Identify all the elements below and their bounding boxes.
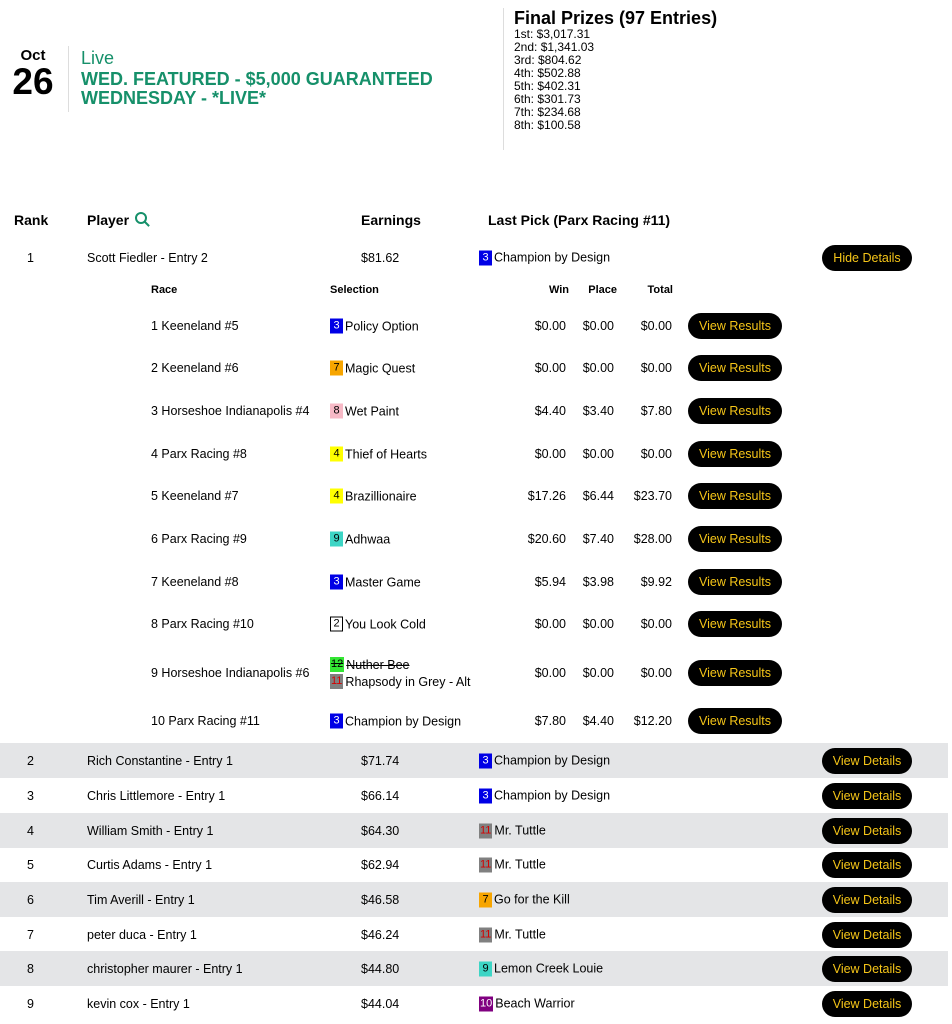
win-cell: $0.00	[534, 666, 566, 680]
horse-name: Go for the Kill	[494, 892, 570, 907]
view-results-button[interactable]: View Results	[688, 398, 782, 424]
race-name: 6 Parx Racing #9	[151, 532, 247, 546]
event-status: Live	[81, 48, 115, 68]
last-pick-cell	[479, 857, 546, 872]
race-name: 8 Parx Racing #10	[151, 617, 254, 631]
earnings-cell: $66.14	[361, 788, 400, 803]
program-number-badge: 11	[480, 824, 492, 836]
details-col-selection: Selection	[330, 284, 379, 296]
place-cell: $0.00	[582, 319, 614, 333]
view-results-button[interactable]: View Results	[688, 708, 782, 734]
earnings-cell: $44.80	[361, 961, 400, 976]
program-number-badge: 7	[330, 361, 343, 376]
selection-cell	[330, 532, 390, 547]
prize-item: 1st: $3,017.31	[514, 27, 591, 41]
place-cell: $3.98	[582, 575, 614, 589]
selection-cell	[330, 447, 427, 462]
selection-cell	[330, 404, 399, 419]
selection-cell	[330, 714, 461, 729]
selection-entry	[330, 319, 419, 334]
earnings-cell: $81.62	[361, 250, 400, 265]
race-detail-row	[0, 608, 948, 640]
program-number-badge: 3	[330, 714, 343, 729]
race-name: 2 Keeneland #6	[151, 361, 239, 375]
prize-item: 4th: $502.88	[514, 66, 581, 80]
view-results-button[interactable]: View Results	[688, 569, 782, 595]
selection-entry	[330, 404, 399, 419]
last-pick-cell	[479, 788, 610, 803]
leaderboard-row	[0, 951, 948, 986]
program-number-badge: 8	[330, 404, 343, 419]
rank-cell: 7	[27, 927, 34, 942]
selection-entry	[330, 489, 417, 504]
selection-entry	[330, 361, 415, 376]
earnings-cell: $46.58	[361, 892, 400, 907]
horse-name: Mr. Tuttle	[494, 857, 546, 872]
leaderboard-row	[0, 882, 948, 917]
prize-item: 7th: $234.68	[514, 105, 581, 119]
race-detail-row	[0, 648, 948, 698]
col-player	[87, 212, 147, 228]
search-icon[interactable]	[135, 212, 147, 224]
prize-item: 2nd: $1,341.03	[514, 40, 595, 54]
win-cell: $17.26	[527, 489, 566, 503]
header-divider	[68, 46, 69, 112]
place-cell: $7.40	[582, 532, 614, 546]
earnings-cell: $46.24	[361, 927, 400, 942]
horse-name: Mr. Tuttle	[494, 823, 546, 838]
prize-item: 3rd: $804.62	[514, 53, 582, 67]
selection-entry	[330, 532, 390, 547]
horse-name: Thief of Hearts	[345, 447, 427, 461]
rank-cell: 1	[27, 250, 34, 265]
player-name: christopher maurer - Entry 1	[87, 961, 243, 976]
race-name: 9 Horseshoe Indianapolis #6	[151, 666, 310, 680]
view-results-button[interactable]: View Results	[688, 313, 782, 339]
player-name: William Smith - Entry 1	[87, 823, 214, 838]
program-number-badge: 3	[479, 788, 492, 803]
horse-name: Champion by Design	[494, 753, 611, 768]
rank-cell: 9	[27, 996, 34, 1011]
program-number-badge: 9	[479, 961, 492, 976]
scratched-horse-name: Nuther Bee	[346, 657, 410, 672]
selection-cell	[330, 361, 415, 376]
race-name: 1 Keeneland #5	[151, 319, 239, 333]
race-name: 3 Horseshoe Indianapolis #4	[151, 404, 310, 418]
race-detail-row	[0, 438, 948, 470]
view-details-button[interactable]: View Details	[822, 956, 912, 982]
race-name: 10 Parx Racing #11	[151, 714, 260, 728]
last-pick-cell	[479, 996, 575, 1011]
last-pick-cell	[479, 753, 610, 768]
place-cell: $0.00	[582, 361, 614, 375]
prize-list	[514, 28, 717, 132]
total-cell: $12.20	[633, 714, 672, 728]
player-name: Rich Constantine - Entry 1	[87, 753, 233, 768]
last-pick-cell	[479, 927, 546, 942]
rank-cell: 2	[27, 753, 34, 768]
total-cell: $9.92	[640, 575, 672, 589]
earnings-cell: $71.74	[361, 753, 400, 768]
view-details-button[interactable]: View Details	[822, 748, 912, 774]
program-number-badge: 2	[330, 617, 343, 632]
selection-cell	[330, 657, 470, 689]
total-cell: $0.00	[640, 319, 672, 333]
horse-name: Mr. Tuttle	[494, 927, 546, 942]
horse-name: Champion by Design	[345, 714, 462, 728]
place-cell: $0.00	[582, 617, 614, 631]
player-name: Curtis Adams - Entry 1	[87, 857, 213, 872]
view-results-button[interactable]: View Results	[688, 483, 782, 509]
hide-details-button[interactable]: Hide Details	[822, 245, 912, 271]
col-player-label: Player	[87, 212, 130, 228]
leaderboard-row	[0, 917, 948, 952]
view-details-button[interactable]: View Details	[822, 852, 912, 878]
details-col-win: Win	[548, 284, 569, 296]
race-name: 5 Keeneland #7	[151, 489, 239, 503]
selection-entry	[330, 575, 421, 590]
prize-item: 5th: $402.31	[514, 79, 581, 93]
selection-cell	[330, 319, 419, 334]
selection-entry	[330, 617, 426, 632]
horse-name: Champion by Design	[494, 788, 611, 803]
program-number-badge: 9	[330, 532, 343, 547]
race-detail-row	[0, 352, 948, 384]
win-cell: $0.00	[534, 319, 566, 333]
race-detail-row	[0, 310, 948, 342]
rank-cell: 6	[27, 892, 34, 907]
race-name: 7 Keeneland #8	[151, 575, 239, 589]
total-cell: $0.00	[640, 666, 672, 680]
horse-name: Policy Option	[345, 319, 419, 333]
horse-name: Lemon Creek Louie	[494, 961, 604, 976]
program-number-badge: 3	[330, 319, 343, 334]
program-number-badge: 3	[479, 753, 492, 768]
program-number-badge: 7	[479, 892, 492, 907]
col-rank: Rank	[14, 212, 49, 228]
total-cell: $23.70	[633, 489, 672, 503]
view-details-button[interactable]: View Details	[822, 887, 912, 913]
win-cell: $0.00	[534, 447, 566, 461]
last-pick-cell	[479, 250, 610, 265]
place-cell: $3.40	[582, 404, 614, 418]
player-name: peter duca - Entry 1	[87, 927, 197, 942]
prize-item: 6th: $301.73	[514, 92, 581, 106]
rank-cell: 3	[27, 788, 34, 803]
selection-entry	[330, 657, 470, 672]
last-pick-cell	[479, 961, 603, 976]
event-title: WED. FEATURED - $5,000 GUARANTEED WEDNESDAY - *LIVE*	[81, 69, 433, 108]
view-results-button[interactable]: View Results	[688, 526, 782, 552]
view-details-button[interactable]: View Details	[822, 783, 912, 809]
earnings-cell: $62.94	[361, 857, 400, 872]
rank-cell: 5	[27, 857, 34, 872]
horse-name: Rhapsody in Grey - Alt	[345, 674, 471, 689]
event-day: 26	[12, 61, 54, 102]
program-number-badge: 11	[331, 675, 343, 687]
place-cell: $0.00	[582, 666, 614, 680]
total-cell: $28.00	[633, 532, 672, 546]
selection-entry	[330, 447, 427, 462]
horse-name: Magic Quest	[345, 361, 416, 375]
program-number-badge: 11	[480, 928, 492, 940]
view-results-button[interactable]: View Results	[688, 611, 782, 637]
leaderboard-row	[0, 813, 948, 848]
player-name: Scott Fiedler - Entry 2	[87, 250, 208, 265]
win-cell: $20.60	[527, 532, 566, 546]
earnings-cell: $44.04	[361, 996, 400, 1011]
horse-name: Adhwaa	[345, 532, 391, 546]
player-name: Chris Littlemore - Entry 1	[87, 788, 226, 803]
selection-cell	[330, 489, 417, 504]
program-number-badge: 3	[330, 575, 343, 590]
place-cell: $0.00	[582, 447, 614, 461]
race-detail-row	[0, 705, 948, 737]
prize-item: 8th: $100.58	[514, 118, 581, 132]
win-cell: $5.94	[534, 575, 566, 589]
player-name: Tim Averill - Entry 1	[87, 892, 195, 907]
race-detail-row	[0, 523, 948, 555]
win-cell: $0.00	[534, 617, 566, 631]
program-number-badge: 10	[480, 997, 493, 1009]
view-results-button[interactable]: View Results	[688, 441, 782, 467]
col-earnings: Earnings	[361, 212, 421, 228]
program-number-badge: 4	[330, 489, 343, 504]
program-number-badge: 3	[479, 250, 492, 265]
race-detail-row	[0, 566, 948, 598]
total-cell: $7.80	[640, 404, 672, 418]
win-cell: $7.80	[534, 714, 566, 728]
earnings-cell: $64.30	[361, 823, 400, 838]
horse-name: Wet Paint	[345, 404, 399, 418]
details-col-place: Place	[588, 284, 617, 296]
horse-name: Beach Warrior	[495, 996, 575, 1011]
selection-entry	[330, 674, 470, 689]
horse-name: Master Game	[345, 575, 421, 589]
prizes-heading: Final Prizes (97 Entries)	[514, 8, 718, 28]
selection-entry	[330, 714, 461, 729]
selection-cell	[330, 617, 426, 632]
program-number-badge: 12	[331, 658, 344, 670]
details-col-race: Race	[151, 284, 178, 296]
details-col-total: Total	[647, 284, 673, 296]
final-prizes	[514, 9, 717, 132]
event-date	[10, 47, 56, 100]
view-details-button[interactable]: View Details	[822, 922, 912, 948]
program-number-badge: 11	[480, 858, 492, 870]
leaderboard-row	[0, 240, 948, 275]
horse-name: Champion by Design	[494, 250, 611, 265]
total-cell: $0.00	[640, 617, 672, 631]
win-cell: $4.40	[534, 404, 566, 418]
event-month: Oct	[20, 47, 46, 64]
horse-name: Brazillionaire	[345, 489, 417, 503]
win-cell: $0.00	[534, 361, 566, 375]
view-results-button[interactable]: View Results	[688, 355, 782, 381]
total-cell: $0.00	[640, 361, 672, 375]
last-pick-cell	[479, 823, 546, 838]
view-results-button[interactable]: View Results	[688, 660, 782, 686]
prizes-divider	[503, 8, 504, 150]
place-cell: $6.44	[582, 489, 614, 503]
col-last-pick: Last Pick (Parx Racing #11)	[488, 212, 671, 228]
view-details-button[interactable]: View Details	[822, 991, 912, 1017]
race-name: 4 Parx Racing #8	[151, 447, 247, 461]
leaderboard-row	[0, 847, 948, 882]
rank-cell: 4	[27, 823, 34, 838]
rank-cell: 8	[27, 961, 34, 976]
leaderboard-row	[0, 743, 948, 778]
player-name: kevin cox - Entry 1	[87, 996, 190, 1011]
selection-cell	[330, 575, 421, 590]
last-pick-cell	[479, 892, 570, 907]
horse-name: You Look Cold	[345, 617, 426, 631]
leaderboard-row	[0, 778, 948, 813]
place-cell: $4.40	[582, 714, 614, 728]
view-details-button[interactable]: View Details	[822, 818, 912, 844]
total-cell: $0.00	[640, 447, 672, 461]
race-detail-row	[0, 480, 948, 512]
program-number-badge: 4	[330, 447, 343, 462]
race-detail-row	[0, 395, 948, 427]
leaderboard-row	[0, 986, 948, 1021]
